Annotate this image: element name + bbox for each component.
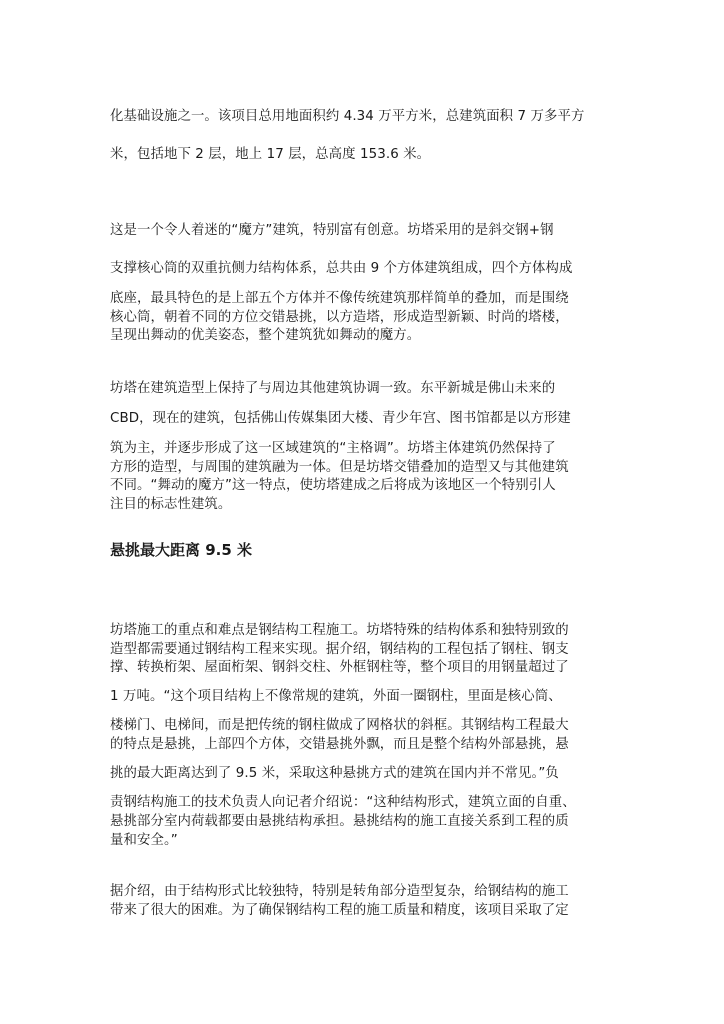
paragraph-line: 撑、转换桁架、屋面桁架、钢斜交柱、外框钢柱等，整个项目的用钢量超过了: [110, 660, 569, 675]
paragraph-line: 坊塔在建筑造型上保持了与周边其他建筑协调一致。东平新城是佛山未来的: [110, 381, 556, 396]
paragraph-line: 支撑核心筒的双重抗侧力结构体系，总共由 9 个方体建筑组成，四个方体构成: [110, 261, 573, 276]
paragraph-line: 化基础设施之一。该项目总用地面积约 4.34 万平方米，总建筑面积 7 万多平方: [110, 109, 585, 124]
paragraph-line: 坊塔施工的重点和难点是钢结构工程施工。坊塔特殊的结构体系和独特别致的: [110, 623, 569, 638]
section-heading: 悬挑最大距离 9.5 米: [110, 541, 253, 559]
paragraph-line: CBD，现在的建筑，包括佛山传媒集团大楼、青少年宫、图书馆都是以方形建: [110, 411, 571, 426]
paragraph-line: 筑为主，并逐步形成了这一区域建筑的“主格调”。坊塔主体建筑仍然保持了: [110, 441, 556, 456]
paragraph-line: 带来了很大的困难。为了确保钢结构工程的施工质量和精度，该项目采取了定: [110, 903, 569, 918]
paragraph-line: 不同。“舞动的魔方”这一特点，使坊塔建成之后将成为该地区一个特别引人: [110, 478, 556, 493]
paragraph-line: 悬挑部分室内荷载都要由悬挑结构承担。悬挑结构的施工直接关系到工程的质: [110, 814, 569, 829]
paragraph-line: 1 万吨。“这个项目结构上不像常规的建筑，外面一圈钢柱，里面是核心筒、: [110, 689, 562, 704]
paragraph-line: 据介绍，由于结构形式比较独特，特别是转角部分造型复杂，给钢结构的施工: [110, 884, 569, 899]
paragraph-line: 米，包括地下 2 层，地上 17 层，总高度 153.6 米。: [110, 147, 431, 162]
paragraph-line: 的特点是悬挑，上部四个方体，交错悬挑外飘，而且是整个结构外部悬挑，悬: [110, 737, 569, 752]
paragraph-line: 量和安全。”: [110, 833, 178, 848]
paragraph-line: 呈现出舞动的优美姿态，整个建筑犹如舞动的魔方。: [110, 328, 421, 343]
paragraph-line: 方形的造型，与周围的建筑融为一体。但是坊塔交错叠加的造型又与其他建筑: [110, 460, 569, 475]
paragraph-line: 楼梯门、电梯间，而是把传统的钢柱做成了网格状的斜框。其钢结构工程最大: [110, 718, 569, 733]
paragraph-line: 注目的标志性建筑。: [110, 497, 232, 512]
paragraph-line: 挑的最大距离达到了 9.5 米，采取这种悬挑方式的建筑在国内并不常见。”负: [110, 766, 559, 781]
paragraph-line: 这是一个令人着迷的“魔方”建筑，特别富有创意。坊塔采用的是斜交钢+钢: [110, 223, 554, 238]
paragraph-line: 底座，最具特色的是上部五个方体并不像传统建筑那样简单的叠加，而是围绕: [110, 291, 569, 306]
paragraph-line: 造型都需要通过钢结构工程来实现。据介绍，钢结构的工程包括了钢柱、钢支: [110, 642, 569, 657]
paragraph-line: 核心筒，朝着不同的方位交错悬挑，以方造塔，形成造型新颖、时尚的塔楼，: [110, 310, 569, 325]
paragraph-line: 责钢结构施工的技术负责人向记者介绍说：“这种结构形式，建筑立面的自重、: [110, 795, 576, 810]
